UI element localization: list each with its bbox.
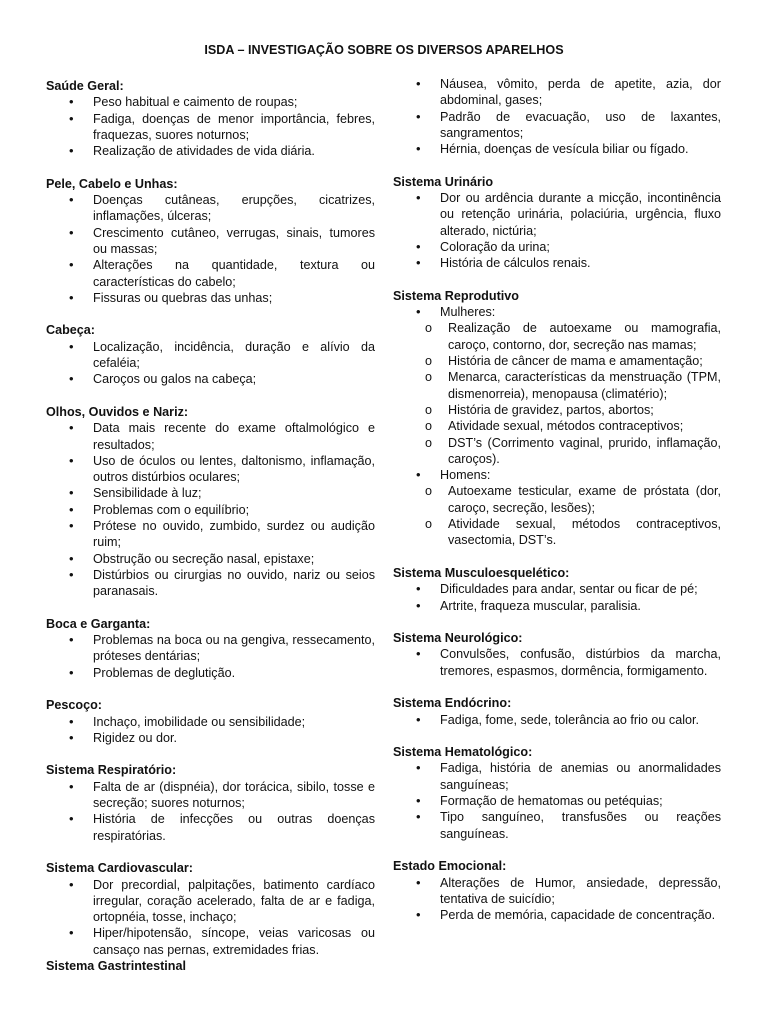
list-item: • Fadiga, fome, sede, tolerância ao frio ou calor. — [393, 712, 721, 728]
section-heading: Saúde Geral: — [46, 79, 124, 93]
bullet-list — [46, 420, 375, 599]
section-heading: Boca e Garganta: — [46, 616, 151, 631]
sub-list-item: o Atividade sexual, métodos contraceptivos, vasectomia, DST’s. — [393, 516, 721, 549]
bullet-list — [393, 760, 721, 841]
list-item: • Rigidez ou dor. — [46, 730, 375, 746]
list-item: • Realização de atividades de vida diária. — [46, 143, 375, 159]
list-item: • Obstrução ou secreção nasal, epistaxe; — [46, 551, 375, 567]
right-column — [393, 76, 721, 940]
sub-list-item: o História de câncer de mama e amamentação; — [393, 353, 721, 369]
sub-list-item: o História de gravidez, partos, abortos; — [393, 402, 721, 418]
list-item: • Fadiga, história de anemias ou anormalidades sanguíneas; — [393, 760, 721, 793]
section-heading: Pele, Cabelo e Unhas: — [46, 176, 178, 191]
bullet-list — [393, 581, 721, 614]
sub-list-women — [393, 320, 721, 467]
section-heading: Olhos, Ouvidos e Nariz: — [46, 404, 189, 419]
list-item: • Dificuldades para andar, sentar ou ficar de pé; — [393, 581, 721, 597]
bullet-list — [46, 339, 375, 388]
section-boca-garganta — [46, 616, 375, 681]
bullet-list — [393, 646, 721, 679]
list-item: • Falta de ar (dispnéia), dor torácica, sibilo, tosse e secreção; suores noturnos; — [46, 779, 375, 812]
section-saude-geral — [46, 78, 375, 159]
list-item: • Dor precordial, palpitações, batimento cardíaco irregular, coração acelerado, falta de ar e fadiga, ortopnéia, tosse, inchaço; — [46, 877, 375, 926]
list-item: • Problemas de deglutição. — [46, 665, 375, 681]
sub-list-item: o Atividade sexual, métodos contraceptivos; — [393, 418, 721, 434]
list-item: • Uso de óculos ou lentes, daltonismo, inflamação, outros distúrbios oculares; — [46, 453, 375, 486]
list-item: • Caroços ou galos na cabeça; — [46, 371, 375, 387]
bullet-list — [46, 632, 375, 681]
section-pele-cabelo-unhas — [46, 176, 375, 306]
group-label-men: • Homens: — [393, 467, 721, 483]
group-label-women: • Mulheres: — [393, 304, 721, 320]
list-item: • Crescimento cutâneo, verrugas, sinais, tumores ou massas; — [46, 225, 375, 258]
bullet-list — [46, 877, 375, 958]
section-heading: Sistema Musculoesquelético: — [393, 565, 570, 580]
list-item: • Problemas com o equilíbrio; — [46, 502, 375, 518]
document-title: ISDA – INVESTIGAÇÃO SOBRE OS DIVERSOS APARELHOS — [204, 43, 564, 57]
section-heading: Sistema Endócrino: — [393, 696, 512, 711]
section-musculoesqueletico — [393, 565, 721, 614]
section-cabeca — [46, 322, 375, 387]
bullet-list — [393, 712, 721, 728]
list-item: • Artrite, fraqueza muscular, paralisia. — [393, 598, 721, 614]
section-heading: Sistema Reprodutivo — [393, 288, 519, 303]
list-item: • Hiper/hipotensão, síncope, veias varicosas ou cansaço nas pernas, extremidades frias. — [46, 925, 375, 958]
section-heading-gastrintestinal: Sistema Gastrintestinal — [46, 959, 186, 974]
list-item: • Sensibilidade à luz; — [46, 485, 375, 501]
sub-list-item: o DST’s (Corrimento vaginal, prurido, inflamação, caroços). — [393, 435, 721, 468]
list-item: • Alterações de Humor, ansiedade, depressão, tentativa de suicídio; — [393, 875, 721, 908]
sub-list-men — [393, 483, 721, 548]
list-item: • História de infecções ou outras doenças respiratórias. — [46, 811, 375, 844]
list-item: • Prótese no ouvido, zumbido, surdez ou audição ruim; — [46, 518, 375, 551]
list-item: • Alterações na quantidade, textura ou características do cabelo; — [46, 257, 375, 290]
list-item: • Convulsões, confusão, distúrbios da marcha, tremores, espasmos, dormência, formigamento. — [393, 646, 721, 679]
list-item: • Data mais recente do exame oftalmológico e resultados; — [46, 420, 375, 453]
list-item: • Problemas na boca ou na gengiva, ressecamento, próteses dentárias; — [46, 632, 375, 665]
sub-list-item: o Autoexame testicular, exame de próstata (dor, caroço, secreção, lesões); — [393, 483, 721, 516]
list-item: • Perda de memória, capacidade de concentração. — [393, 907, 721, 923]
list-item: • Peso habitual e caimento de roupas; — [46, 94, 375, 110]
section-heading: Sistema Cardiovascular: — [46, 861, 193, 876]
bullet-list — [46, 714, 375, 747]
list-item: • Formação de hematomas ou petéquias; — [393, 793, 721, 809]
list-item: • Hérnia, doenças de vesícula biliar ou fígado. — [393, 141, 721, 157]
bullet-list — [393, 190, 721, 271]
section-hematologico — [393, 744, 721, 842]
section-cardiovascular — [46, 860, 375, 958]
section-heading: Sistema Neurológico: — [393, 631, 523, 646]
list-item: • História de cálculos renais. — [393, 255, 721, 271]
section-estado-emocional — [393, 858, 721, 923]
list-item: • Tipo sanguíneo, transfusões ou reações sanguíneas. — [393, 809, 721, 842]
section-urinario — [393, 174, 721, 272]
section-gastrintestinal-continued — [393, 76, 721, 157]
section-reprodutivo — [393, 288, 721, 549]
section-heading: Sistema Respiratório: — [46, 763, 177, 778]
section-endocrino — [393, 695, 721, 728]
list-item: • Localização, incidência, duração e alívio da cefaléia; — [46, 339, 375, 372]
list-item: • Náusea, vômito, perda de apetite, azia, dor abdominal, gases; — [393, 76, 721, 109]
bullet-list — [46, 192, 375, 306]
list-item: • Fissuras ou quebras das unhas; — [46, 290, 375, 306]
left-column — [46, 78, 375, 974]
sub-list-item: o Menarca, características da menstruação (TPM, dismenorreia), menopausa (climatério); — [393, 369, 721, 402]
bullet-list — [46, 94, 375, 159]
section-heading: Estado Emocional: — [393, 859, 507, 874]
list-item: • Coloração da urina; — [393, 239, 721, 255]
list-item: • Fadiga, doenças de menor importância, febres, fraquezas, suores noturnos; — [46, 111, 375, 144]
section-pescoco — [46, 697, 375, 746]
section-heading: Sistema Hematológico: — [393, 745, 533, 760]
section-respiratorio — [46, 762, 375, 843]
sub-list-item: o Realização de autoexame ou mamografia, caroço, contorno, dor, secreção nas mamas; — [393, 320, 721, 353]
section-heading: Sistema Urinário — [393, 174, 494, 189]
list-item: • Padrão de evacuação, uso de laxantes, sangramentos; — [393, 109, 721, 142]
list-item: • Dor ou ardência durante a micção, incontinência ou retenção urinária, polaciúria, urgência, fluxo alterado, nictúria; — [393, 190, 721, 239]
bullet-list — [393, 875, 721, 924]
bullet-list — [46, 779, 375, 844]
section-neurologico — [393, 630, 721, 679]
list-item: • Distúrbios ou cirurgias no ouvido, nariz ou seios paranasais. — [46, 567, 375, 600]
bullet-list — [393, 76, 721, 157]
section-heading: Cabeça: — [46, 323, 95, 338]
list-item: • Inchaço, imobilidade ou sensibilidade; — [46, 714, 375, 730]
list-item: • Doenças cutâneas, erupções, cicatrizes, inflamações, úlceras; — [46, 192, 375, 225]
section-heading: Pescoço: — [46, 698, 102, 713]
section-olhos-ouvidos-nariz — [46, 404, 375, 600]
